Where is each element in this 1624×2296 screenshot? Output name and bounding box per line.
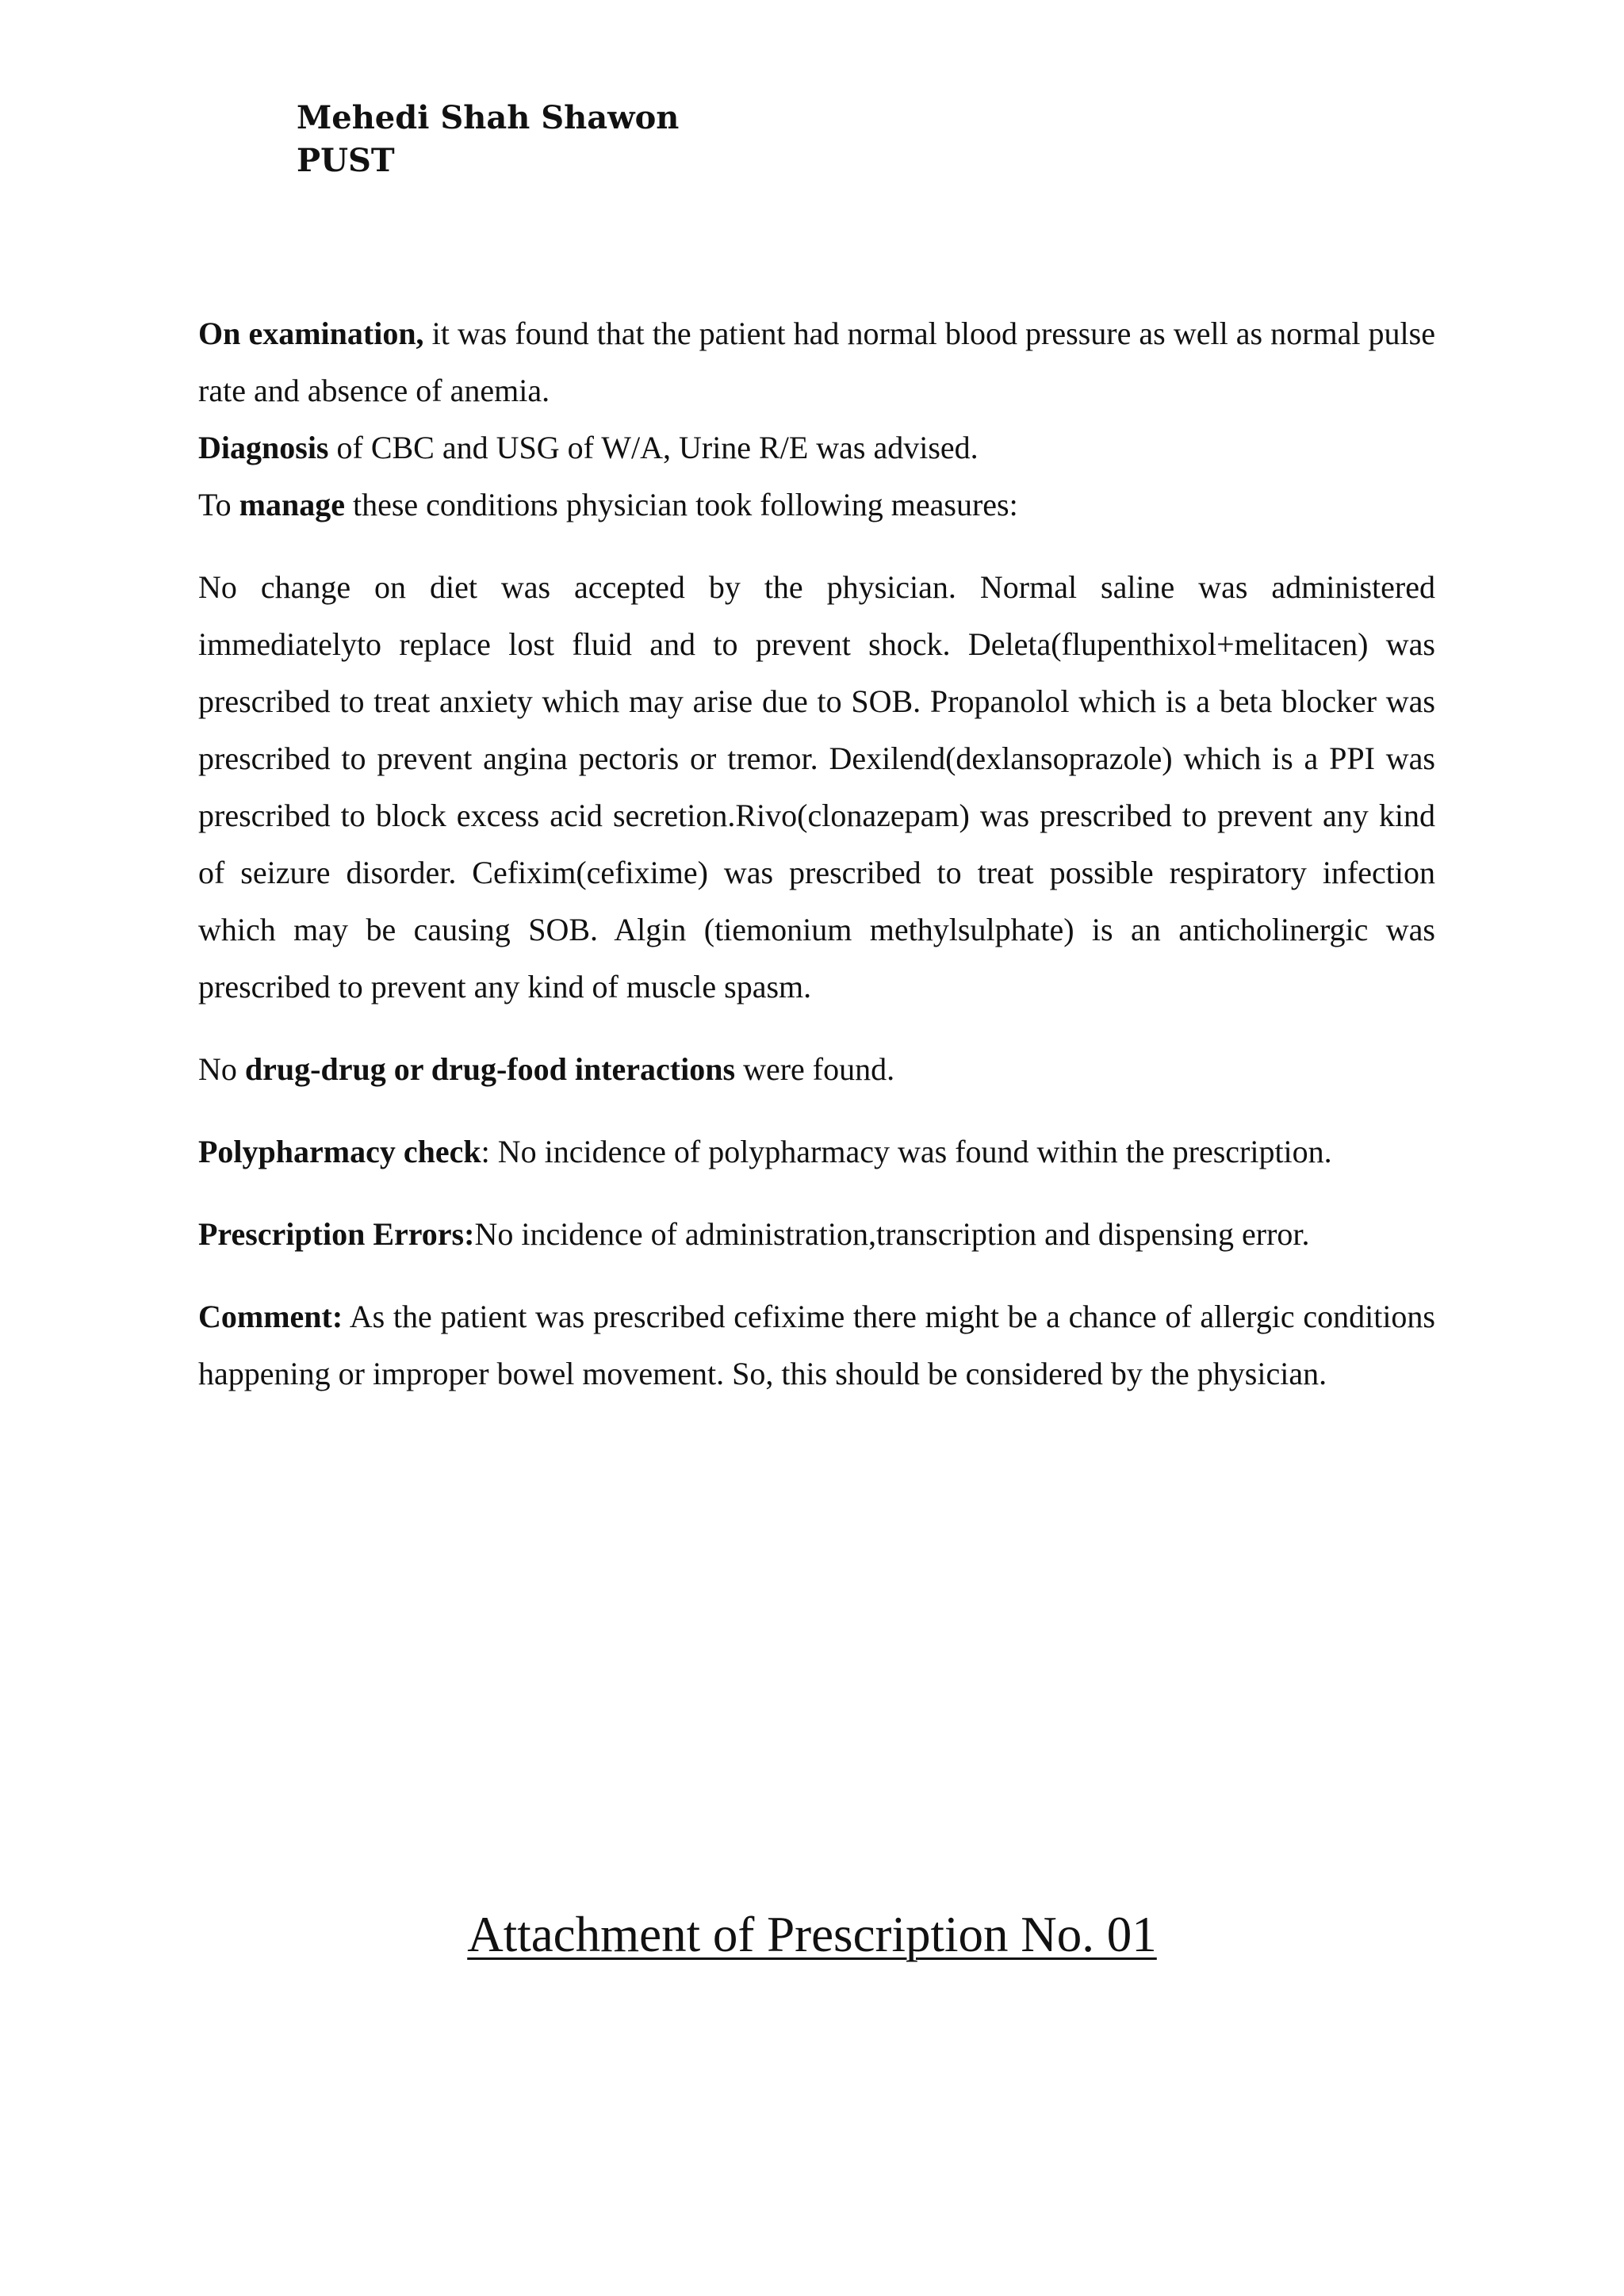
examination-paragraph xyxy=(198,305,1435,419)
attachment-heading xyxy=(0,1903,1624,1966)
report-body xyxy=(198,305,1435,1402)
errors-text: No incidence of administration,transcription and dispensing error. xyxy=(474,1216,1310,1252)
attachment-title: Attachment of Prescription No. 01 xyxy=(467,1907,1157,1962)
treatment-paragraph: No change on diet was accepted by the physician. Normal saline was administered immediatelyto replace lost fluid and to prevent shock. Deleta(flupenthixol+melitacen) was prescribed to treat anxiety which may arise due to SOB. Propanolol which is a beta blocker was prescribed to prevent angina pectoris or tremor. Dexilend(dexlansoprazole) which is a PPI was prescribed to block excess acid secretion.Rivo(clonazepam) was prescribed to prevent any kind of seizure disorder. Cefixim(cefixime) was prescribed to treat possible respiratory infection which may be causing SOB. Algin (tiemonium methylsulphate) is an anticholinergic was prescribed to prevent any kind of muscle spasm. xyxy=(198,569,1435,1004)
institution-name: PUST xyxy=(297,142,395,179)
interactions-paragraph xyxy=(198,1041,1435,1098)
diagnosis-text: of CBC and USG of W/A, Urine R/E was advised. xyxy=(328,430,979,465)
comment-text: As the patient was prescribed cefixime there might be a chance of allergic conditions happening or improper bowel movement. So, this should be considered by the physician. xyxy=(198,1299,1435,1391)
interactions-text: were found. xyxy=(735,1051,895,1087)
document-header xyxy=(297,97,679,182)
author-name: Mehedi Shah Shawon xyxy=(297,99,680,136)
manage-label: manage xyxy=(239,487,345,522)
errors-label: Prescription Errors: xyxy=(198,1216,475,1252)
examination-text: it was found that the patient had normal blood pressure as well as normal pulse rate and absence of anemia. xyxy=(198,316,1435,408)
polypharmacy-label: Polypharmacy check xyxy=(198,1134,481,1169)
diagnosis-label: Diagnosis xyxy=(198,430,329,465)
manage-text: these conditions physician took following measures: xyxy=(344,487,1018,522)
examination-label: On examination, xyxy=(198,316,424,351)
diagnosis-paragraph xyxy=(198,419,1435,476)
polypharmacy-paragraph xyxy=(198,1123,1435,1181)
comment-paragraph xyxy=(198,1288,1435,1402)
manage-paragraph xyxy=(198,476,1435,534)
comment-label: Comment: xyxy=(198,1299,343,1334)
manage-prefix: To xyxy=(198,487,239,522)
interactions-prefix: No xyxy=(198,1051,245,1087)
polypharmacy-text: : No incidence of polypharmacy was found within the prescription. xyxy=(481,1134,1332,1169)
interactions-label: drug-drug or drug-food interactions xyxy=(244,1051,736,1087)
errors-paragraph xyxy=(198,1206,1435,1263)
